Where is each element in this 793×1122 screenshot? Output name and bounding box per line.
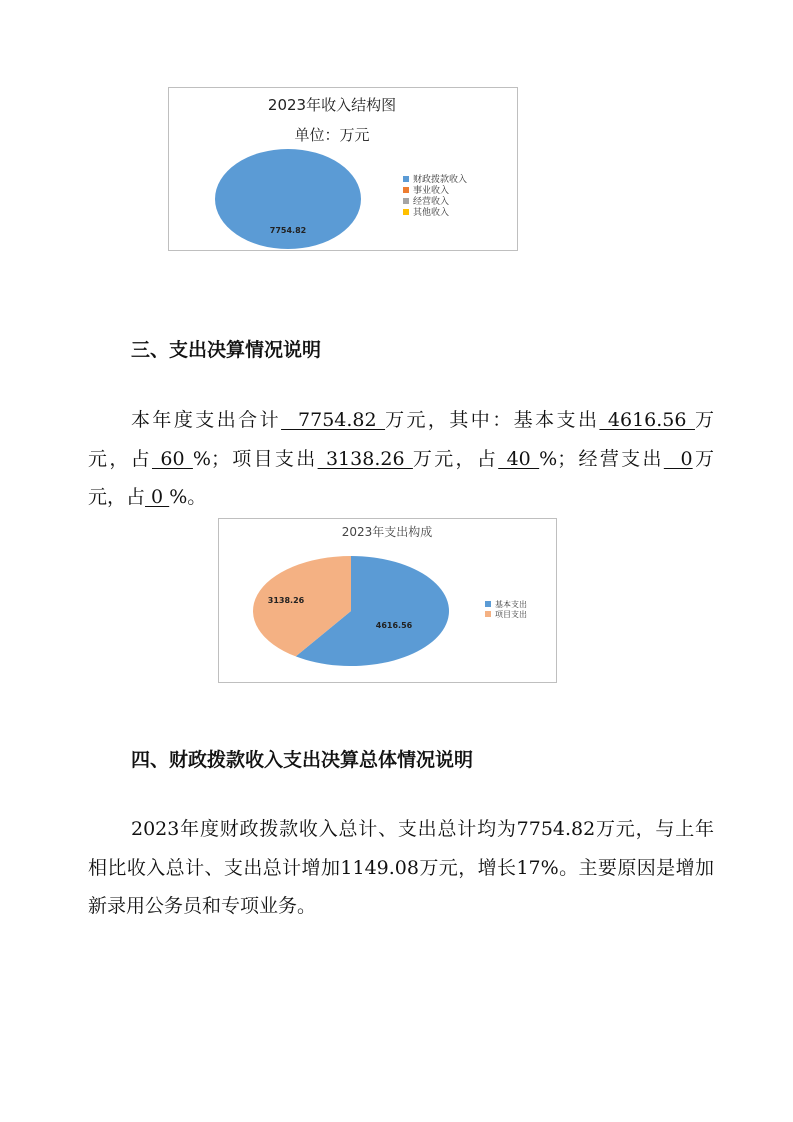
paragraph-line <box>88 478 714 517</box>
text-segment: 万 <box>694 409 714 431</box>
income-structure-chart <box>168 87 518 251</box>
underlined-value: 40 <box>498 447 540 470</box>
underlined-value: 0 <box>663 447 693 470</box>
chart-subtitle: 单位：万元 <box>294 126 370 144</box>
chart-title: 2023年支出构成 <box>341 525 433 539</box>
section-3-heading: 三、支出决算情况说明 <box>131 339 322 361</box>
expenditure-composition-chart <box>218 518 557 683</box>
legend-label-1: 事业收入 <box>413 186 450 196</box>
income-pie-svg <box>169 88 517 250</box>
legend-label-2: 经营收入 <box>413 197 450 207</box>
legend-swatch-0 <box>485 601 491 607</box>
text-segment: 元，占 <box>88 486 146 508</box>
legend-swatch-2 <box>403 198 409 204</box>
fiscal-summary-paragraph <box>88 810 714 926</box>
underlined-value: 4616.56 <box>599 409 695 431</box>
text-segment: 本年度支出合计 <box>131 409 282 431</box>
text-segment: %；项目支出 <box>192 447 318 470</box>
legend-swatch-1 <box>403 187 409 193</box>
text-segment: 万元，占 <box>412 447 499 470</box>
paragraph-line: 2023年度财政拨款收入总计、支出总计均为7754.82万元，与上年 <box>131 818 714 840</box>
underlined-value: 3138.26 <box>317 447 413 470</box>
legend-label-0: 基本支出 <box>495 600 527 609</box>
text-segment: 元，占 <box>88 447 152 470</box>
legend-swatch-0 <box>403 176 409 182</box>
expenditure-pie-svg <box>219 519 556 682</box>
data-label-0: 7754.82 <box>269 226 307 235</box>
legend-swatch-1 <box>485 611 491 617</box>
data-label-1: 3138.26 <box>267 596 305 605</box>
text-segment: %。 <box>169 486 207 508</box>
legend-label-0: 财政拨款收入 <box>413 175 468 185</box>
paragraph-line <box>88 401 714 440</box>
underlined-value: 0 <box>145 486 170 508</box>
paragraph-line <box>88 440 714 479</box>
text-segment: 万 <box>692 447 714 470</box>
legend-label-3: 其他收入 <box>413 208 450 218</box>
data-label-0: 4616.56 <box>375 621 413 630</box>
expenditure-paragraph <box>88 401 714 517</box>
legend-swatch-3 <box>403 209 409 215</box>
underlined-value: 60 <box>151 447 193 470</box>
section-4-heading: 四、财政拨款收入支出决算总体情况说明 <box>131 749 474 771</box>
chart-title: 2023年收入结构图 <box>267 96 397 114</box>
underlined-value: 7754.82 <box>281 409 386 431</box>
paragraph-line: 相比收入总计、支出总计增加1149.08万元，增长17%。主要原因是增加 <box>88 856 714 879</box>
paragraph-line: 新录用公务员和专项业务。 <box>88 895 317 917</box>
text-segment: 万元，其中：基本支出 <box>385 409 600 431</box>
legend-label-1: 项目支出 <box>495 610 527 619</box>
text-segment: %；经营支出 <box>539 447 664 470</box>
